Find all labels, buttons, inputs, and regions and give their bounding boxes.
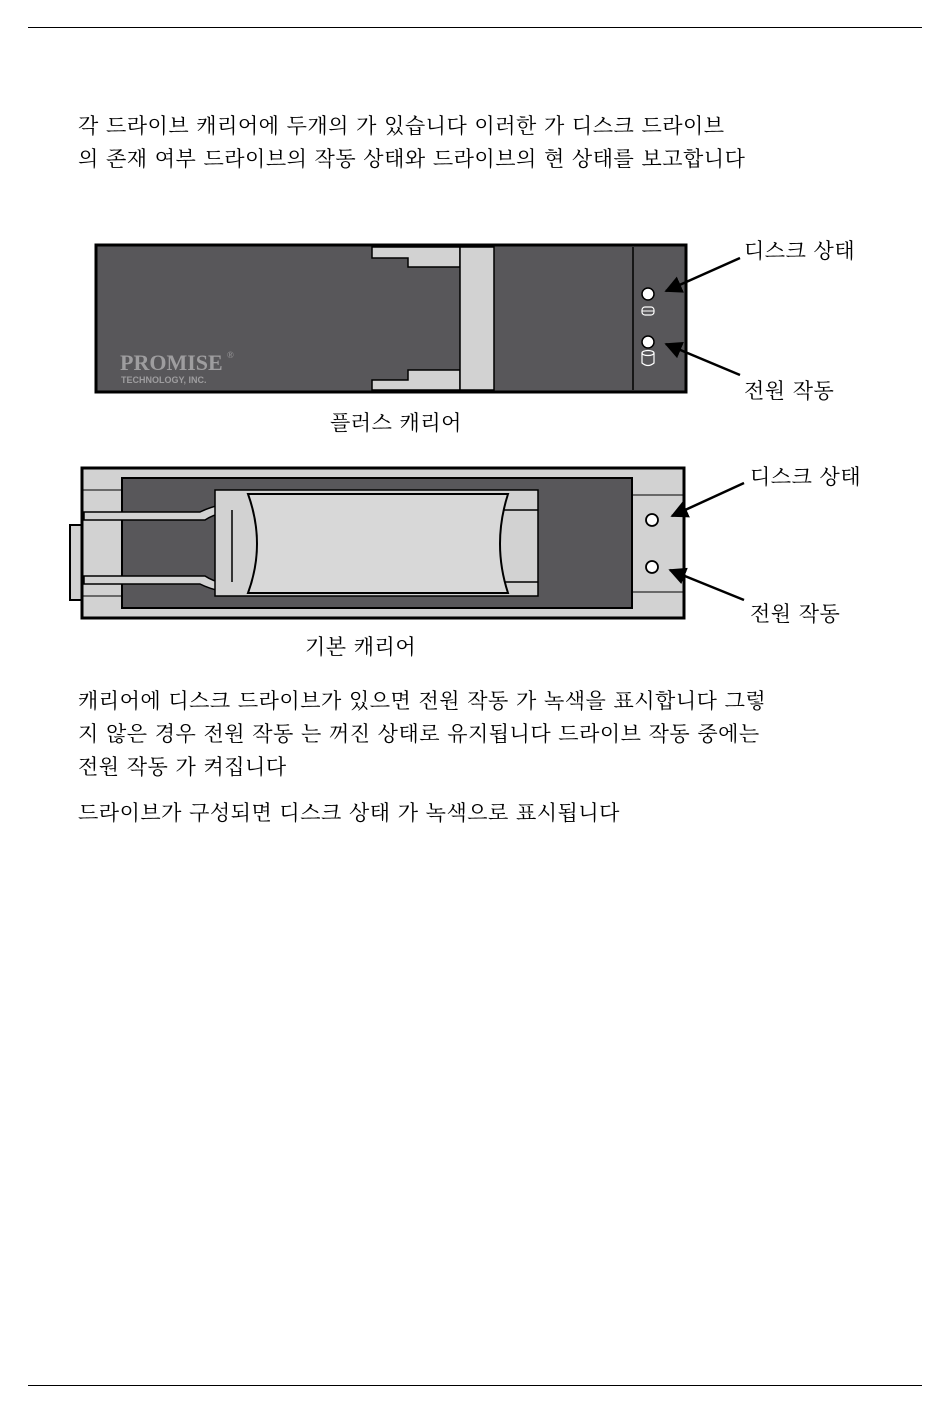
- power-activity-led: [642, 336, 654, 348]
- basic-power-activity-led: [646, 561, 658, 573]
- configured-line-1: 드라이브가 구성되면 디스크 상태 가 녹색으로 표시됩니다: [78, 801, 620, 825]
- plus-carrier-caption: 플러스 캐리어: [330, 411, 462, 435]
- promise-logo: PROMISE: [120, 350, 223, 375]
- footer-rule: [28, 1385, 922, 1386]
- registered-mark: ®: [227, 350, 234, 360]
- led-line-2: 지 않은 경우 전원 작동 는 꺼진 상태로 유지됩니다 드라이브 작동 중에는: [78, 722, 760, 746]
- intro-line-2: 의 존재 여부 드라이브의 작동 상태와 드라이브의 현 상태를 보고합니다: [78, 147, 746, 171]
- header-rule: [28, 27, 922, 28]
- plus-callout-power-activity: 전원 작동: [744, 379, 835, 403]
- drive-carrier-figure: [0, 220, 950, 670]
- plus-carrier: [96, 245, 740, 392]
- basic-callout-power-activity: 전원 작동: [750, 602, 841, 626]
- basic-carrier: [70, 468, 744, 618]
- disk-status-led: [642, 288, 654, 300]
- basic-carrier-caption: 기본 캐리어: [305, 635, 417, 659]
- led-line-1: 캐리어에 디스크 드라이브가 있으면 전원 작동 가 녹색을 표시합니다 그렇: [78, 689, 767, 713]
- intro-line-1: 각 드라이브 캐리어에 두개의 가 있습니다 이러한 가 디스크 드라이브: [78, 114, 725, 138]
- configured-paragraph: [78, 797, 923, 830]
- led-line-3: 전원 작동 가 켜집니다: [78, 755, 287, 779]
- plus-callout-disk-status: 디스크 상태: [744, 239, 856, 263]
- promise-logo-subtitle: TECHNOLOGY, INC.: [121, 375, 207, 385]
- intro-paragraph: [78, 110, 923, 176]
- led-description-paragraph: [78, 685, 923, 784]
- basic-callout-disk-status: 디스크 상태: [750, 465, 862, 489]
- basic-disk-status-led: [646, 514, 658, 526]
